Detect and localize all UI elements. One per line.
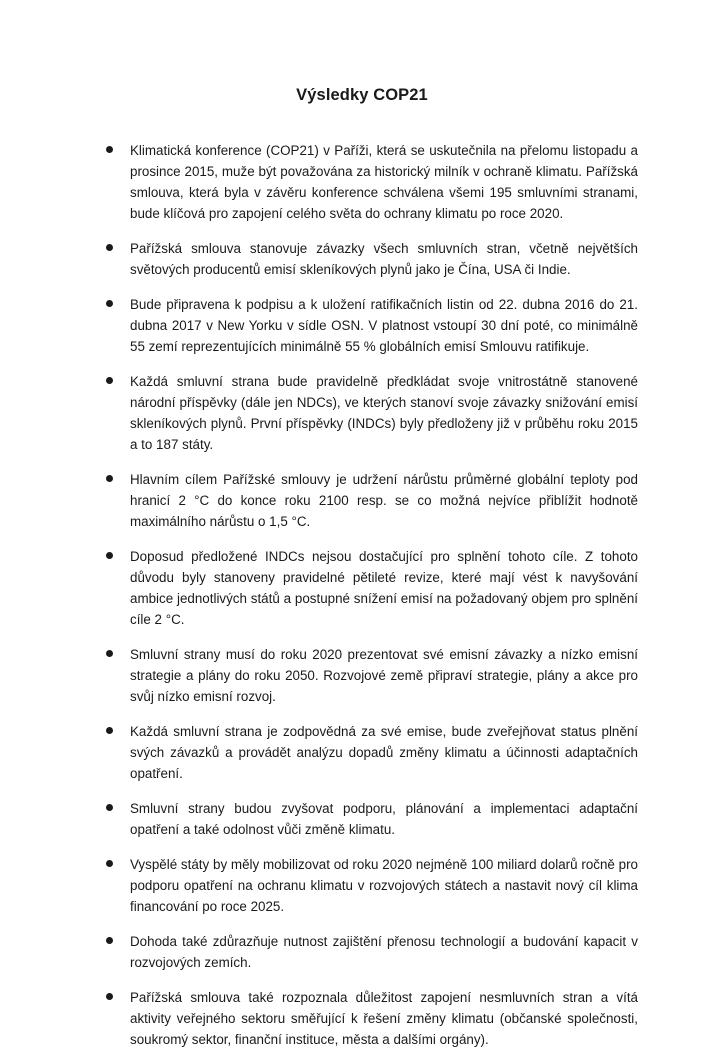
- page-title: Výsledky COP21: [296, 86, 428, 104]
- bullet-text: Každá smluvní strana bude pravidelně předkládat svoje vnitrostátně stanovené národní příspěvky (dále jen NDCs), ve kterých stanoví svoje závazky snižování emisí skleníkových plynů. První příspěvky (INDCs) byly předloženy již v průběhu roku 2015 a to 187 státy.: [130, 374, 638, 452]
- bullet-text: Pařížská smlouva stanovuje závazky všech smluvních stran, včetně největších světových producentů emisí skleníkových plynů jako je Čína, USA či Indie.: [130, 241, 638, 277]
- bullet-text: Dohoda také zdůrazňuje nutnost zajištění přenosu technologií a budování kapacit v rozvojových zemích.: [130, 934, 638, 970]
- bullet-point-icon: [106, 860, 113, 867]
- bullet-point-icon: [106, 475, 113, 482]
- bullet-item: [0, 644, 724, 707]
- bullet-text: Doposud předložené INDCs nejsou dostačující pro splnění tohoto cíle. Z tohoto důvodu byly stanoveny pravidelné pětileté revize, které mají vést k navyšování ambice jednotlivých států a postupné snížení emisí na požadovaný objem pro splnění cíle 2 °C.: [130, 549, 638, 627]
- bullet-item: [0, 546, 724, 630]
- bullet-item: [0, 931, 724, 973]
- bullet-item: [0, 238, 724, 280]
- bullet-text: Vyspělé státy by měly mobilizovat od roku 2020 nejméně 100 miliard dolarů ročně pro podporu opatření na ochranu klimatu v rozvojových státech a nastavit nový cíl klima financování po roce 2025.: [130, 857, 638, 914]
- bullet-item: [0, 854, 724, 917]
- bullet-item: [0, 371, 724, 455]
- bullet-point-icon: [106, 727, 113, 734]
- bullet-text: Každá smluvní strana je zodpovědná za své emise, bude zveřejňovat status plnění svých závazků a provádět analýzu dopadů změny klimatu a účinnosti adaptačních opatření.: [130, 724, 638, 781]
- bullet-item: [0, 798, 724, 840]
- bullet-item: [0, 721, 724, 784]
- bullet-point-icon: [106, 650, 113, 657]
- bullet-text: Smluvní strany musí do roku 2020 prezentovat své emisní závazky a nízko emisní strategie a plány do roku 2050. Rozvojové země připraví strategie, plány a akce pro svůj nízko emisní rozvoj.: [130, 647, 638, 704]
- bullet-point-icon: [106, 244, 113, 251]
- bullet-text: Hlavním cílem Pařížské smlouvy je udržení nárůstu průměrné globální teploty pod hranicí 2 °C do konce roku 2100 resp. se co možná nejvíce přiblížit hodnotě maximálního nárůstu o 1,5 °C.: [130, 472, 638, 529]
- bullet-point-icon: [106, 937, 113, 944]
- bullet-point-icon: [106, 146, 113, 153]
- bullet-point-icon: [106, 377, 113, 384]
- bullet-text: Pařížská smlouva také rozpoznala důležitost zapojení nesmluvních stran a vítá aktivity veřejného sektoru směřující k řešení změny klimatu (občanské společnosti, soukromý sektor, finanční instituce, města a dalšími orgány).: [130, 990, 638, 1047]
- bullet-item: [0, 469, 724, 532]
- bullet-text: Klimatická konference (COP21) v Paříži, která se uskutečnila na přelomu listopadu a prosince 2015, muže být považována za historický milník v ochraně klimatu. Pařížská smlouva, která byla v závěru konference schválena všemi 195 smluvními stranami, bude klíčová pro zapojení celého světa do ochrany klimatu po roce 2020.: [130, 143, 638, 221]
- bullet-list: [0, 140, 724, 1064]
- bullet-item: [0, 140, 724, 224]
- bullet-point-icon: [106, 300, 113, 307]
- bullet-text: Bude připravena k podpisu a k uložení ratifikačních listin od 22. dubna 2016 do 21. dubna 2017 v New Yorku v sídle OSN. V platnost vstoupí 30 dní poté, co minimálně 55 zemí reprezentujících minimálně 55 % globálních emisí Smlouvu ratifikuje.: [130, 297, 638, 354]
- bullet-point-icon: [106, 552, 113, 559]
- bullet-point-icon: [106, 804, 113, 811]
- bullet-point-icon: [106, 993, 113, 1000]
- bullet-item: [0, 294, 724, 357]
- bullet-text: Smluvní strany budou zvyšovat podporu, plánování a implementaci adaptační opatření a také odolnost vůči změně klimatu.: [130, 801, 638, 837]
- bullet-item: [0, 987, 724, 1050]
